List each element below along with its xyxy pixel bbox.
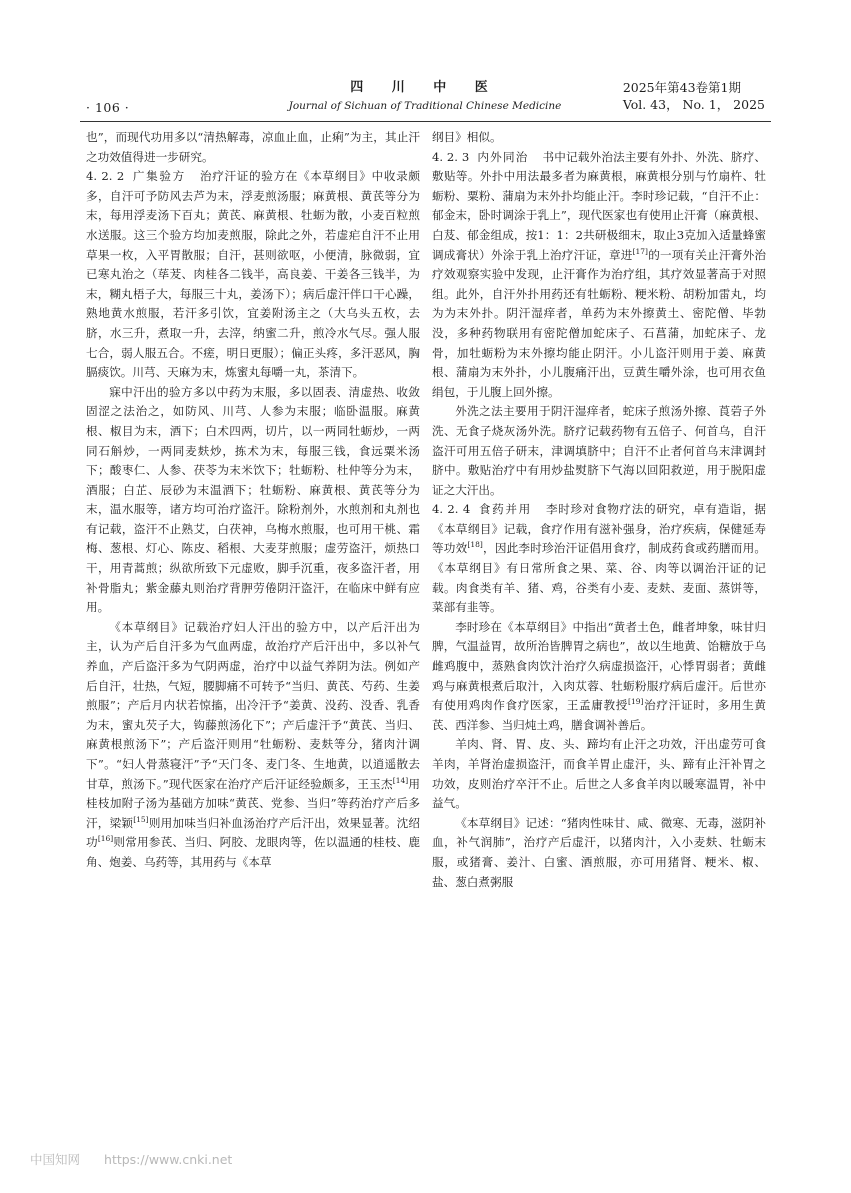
right-column <box>432 128 766 892</box>
paragraph-night-sweat: 寐中汗出的验方多以中药为末服，多以固表、清虚热、收敛固涩之法治之，如防风、川芎、人参为末服；临卧温服。麻黄根、椒目为末，酒下；白术四两，切片，以一两同牡蛎炒，一两同石斛炒，一两同麦麸炒，拣术为末，每服三钱，食远粟米汤下；酸枣仁、人参、茯苓为末米饮下；牡蛎粉、杜仲等分为末，酒服；白芷、辰砂为末温酒下；牡蛎粉、麻黄根、黄芪等分为末，温水服等，诸方均可治疗盗汗。除粉剂外，水煎剂和丸剂也有记载，盗汗不止熟艾，白茯神，乌梅水煎服，也可用干桃、霜梅、葱根、灯心、陈皮、稻根、大麦芽煎服；虚劳盗汗，烦热口干，用青蒿煎；纵欲所致下元虚败，脚手沉重，夜多盗汗者，用补骨脂丸；紫金藤丸则治疗背胛劳倦阴汗盗汗，在临床中鲜有应用。 <box>86 384 420 615</box>
page-number: · 106 · <box>86 100 130 115</box>
watermark-url: https://www.cnki.net <box>104 1152 233 1167</box>
paragraph-mutton: 羊肉、肾、胃、皮、头、蹄均有止汗之功效，汗出虚劳可食羊肉，羊肾治虚损盗汗，而食羊胃止虚汗，头、蹄有止汗补胃之功效，皮则治疗卒汗不止。后世之人多食羊肉以暖寒温胃，补中益气。 <box>432 737 766 811</box>
left-column <box>86 128 420 873</box>
text: 李时珍对食物疗法的研究，卓有造诣，据《本草纲目》记载，食疗作用有滋补强身，治疗疾病，保健延寿等功效 <box>432 502 766 556</box>
section-4-2-2 <box>86 167 420 383</box>
issue-info <box>623 79 765 113</box>
citation: [18] <box>467 540 483 550</box>
journal-title-cn: 四 川 中 医 <box>350 80 500 95</box>
text: ，因此李时珍治汗证倡用食疗，制成药食或药膳而用。《本草纲目》有日常所食之果、菜、谷、肉等以调治汗证的记载。肉食类有羊、猪、鸡，谷类有小麦、麦麸、麦面、蒸饼等，菜部有韭等。 <box>432 541 766 615</box>
paragraph-chicken <box>432 618 766 736</box>
text: 李时珍在《本草纲目》中指出“黄者土色，雌者坤象，味甘归脾，气温益胃，故所治皆脾胃之病也”，故以生地黄、饴糖放于乌雌鸡腹中，蒸熟食肉饮汁治疗久病虚损盗汗，心悸胃弱者；黄雌鸡与麻黄根煮后取汁，入肉苁蓉、牡蛎粉服疗病后虚汗。后世亦有使用鸡肉作食疗医家，王孟庸教授 <box>432 619 766 713</box>
watermark-site-name: 中国知网 <box>30 1152 81 1167</box>
text: 则用加味当归补血汤治疗产后汗出，效果显著。沈绍功 <box>86 815 420 850</box>
citation: [16] <box>97 834 114 844</box>
header-rule <box>80 121 771 122</box>
paragraph-postpartum <box>86 618 420 873</box>
citation: [19] <box>628 697 644 707</box>
section-number: 4. 2. 3 <box>432 149 470 164</box>
issue-en: Vol. 43， No. 1， 2025 <box>622 97 765 112</box>
section-title: 内外同治 <box>477 149 529 164</box>
paragraph-pork: 《本草纲目》记述：“猪肉性味甘、咸、微寒、无毒，滋阴补血，补气润肺”，治疗产后虚汗，以猪肉汁，入小麦麸、牡蛎末服，或猪膏、姜汁、白蜜、酒煎服，亦可用猪肾、粳米、椒、盐、葱白煮粥服 <box>432 815 766 889</box>
section-4-2-4 <box>432 500 766 618</box>
journal-title-en: Journal of Sichuan of Traditional Chinese Medicine <box>288 100 562 112</box>
citation: [17] <box>632 246 648 256</box>
section-title: 食药并用 <box>478 502 532 517</box>
section-number: 4. 2. 2 <box>86 169 125 184</box>
text: 用桂枝加附子汤为基础方加味“黄芪、党参、当归”等药治疗产后多汗，梁颖 <box>86 776 420 830</box>
citation: [14] <box>392 775 409 785</box>
section-title: 广集验方 <box>132 169 186 184</box>
journal-masthead <box>270 80 580 114</box>
text: 《本草纲目》记载治疗妇人汗出的验方中，以产后汗出为主，认为产后自汗多为气血两虚，故治疗产后汗出中，多以补气养血，产后盗汗多为气阴两虚，治疗中以益气养阴为法。例如产后自汗，壮热，气短，腰脚痛不可转予“当归、黄芪、芍药、生姜煎服”；产后月内状若惊搐，出冷汗予“姜黄、没药、没香、乳香为末，蜜丸芡子大，钩藤煎汤化下”；产后虚汗予“黄芪、当归、麻黄根煎汤下”；产后盗汗则用“牡蛎粉、麦麸等分，猪肉汁调下”。“妇人骨蒸寝汗”予“天门冬、麦门冬、生地黄，以逍遥散去甘草，煎汤下。”现代医家在治疗产后汗证经验颇多，王玉杰 <box>86 619 420 791</box>
text: 书中记载外治法主要有外扑、外洗、脐疗、敷贴等。外扑中用法最多者为麻黄根，麻黄根分别与竹扇杵、牡蛎粉、粟粉、蒲扇为末外扑均能止汗。李时珍记载，“自汗不止：郁金末，卧时调涂于乳上”，现代医家也有使用止汗膏（麻黄根、白芨、郁金组成，按1：1：2共研极细末，取止3克加入适量蜂蜜调成膏状）外涂于乳上治疗汗证，章进 <box>432 149 766 262</box>
section-number: 4. 2. 4 <box>432 502 471 517</box>
text: 则常用参芪、当归、阿胶、龙眼肉等，佐以温通的桂枝、鹿角、炮姜、乌药等，其用药与《本草 <box>86 835 420 869</box>
issue-cn: 2025年第43卷第1期 <box>622 80 741 95</box>
section-4-2-3 <box>432 148 766 403</box>
section-body: 治疗汗证的验方在《本草纲目》中收录颇多，自汗可予防风去芦为末，浮麦煎汤服；麻黄根、黄芪等分为末，每用浮麦汤下百丸；黄芪、麻黄根、牡蛎为散，小麦百粒煎水送服。这三个验方均加麦煎服，除此之外，若虚疟自汗不止用草果一枚，入平胃散服；自汗，甚则欲呕，小便清，脉微弱，宜已寒丸治之（荜茇、肉桂各二钱半，高良姜、干姜各三钱半，为末，糊丸梧子大，每服三十丸，姜汤下）；病后虚汗伴口干心躁，熟地黄水煎服，若汗多引饮，宜姜附汤主之（大乌头五枚，去脐，水三升，煮取一升，去滓，纳蜜二升，煎冷水气尽。强人服七合，弱人服五合。不瘥，明日更服）；偏正头疼，多汗恶风，胸膈痰饮。川芎、天麻为末，炼蜜丸每嚼一丸，茶清下。 <box>86 169 420 380</box>
paragraph-external-wash: 外洗之法主要用于阴汗湿痒者，蛇床子煎汤外擦、莨菪子外洗、无食子烧灰汤外洗。脐疗记载药物有五倍子、何首乌，自汗盗汗可用五倍子研末，津调填脐中；自汗不止者何首乌末津调封脐中。敷贴治疗中有用炒盐熨脐下气海以回阳救逆，用于脱阳虚证之大汗出。 <box>432 404 766 497</box>
cnki-watermark <box>30 1150 256 1168</box>
text: 治疗汗证时，多用生黄芪、西洋参、当归炖土鸡，膳食调补善后。 <box>432 698 766 732</box>
paragraph-continuation: 也”，而现代功用多以“清热解毒，凉血止血，止痢”为主，其止汗之功效值得进一步研究。 <box>86 130 420 164</box>
citation: [15] <box>133 814 149 824</box>
paragraph-continuation: 纲目》相似。 <box>432 130 502 144</box>
text: 的一项有关止汗膏外治疗效观察实验中发现，止汗膏作为治疗组，其疗效显著高于对照组。此外，自汗外扑用药还有牡蛎粉、粳米粉、胡粉加雷丸，均为为末外扑。阴汗湿痒者，单药为末外擦黄土、密陀僧、毕勃没，多种药物联用有密陀僧加蛇床子、石菖蒲，加蛇床子、龙骨，加牡蛎粉为末外擦均能止阴汗。小儿盗汗则用于姜、麻黄根、蒲扇为末外扑，小儿腹痛汗出，豆黄生嚼外涂，也可用衣鱼绢包，于儿腹上回外擦。 <box>432 247 766 399</box>
